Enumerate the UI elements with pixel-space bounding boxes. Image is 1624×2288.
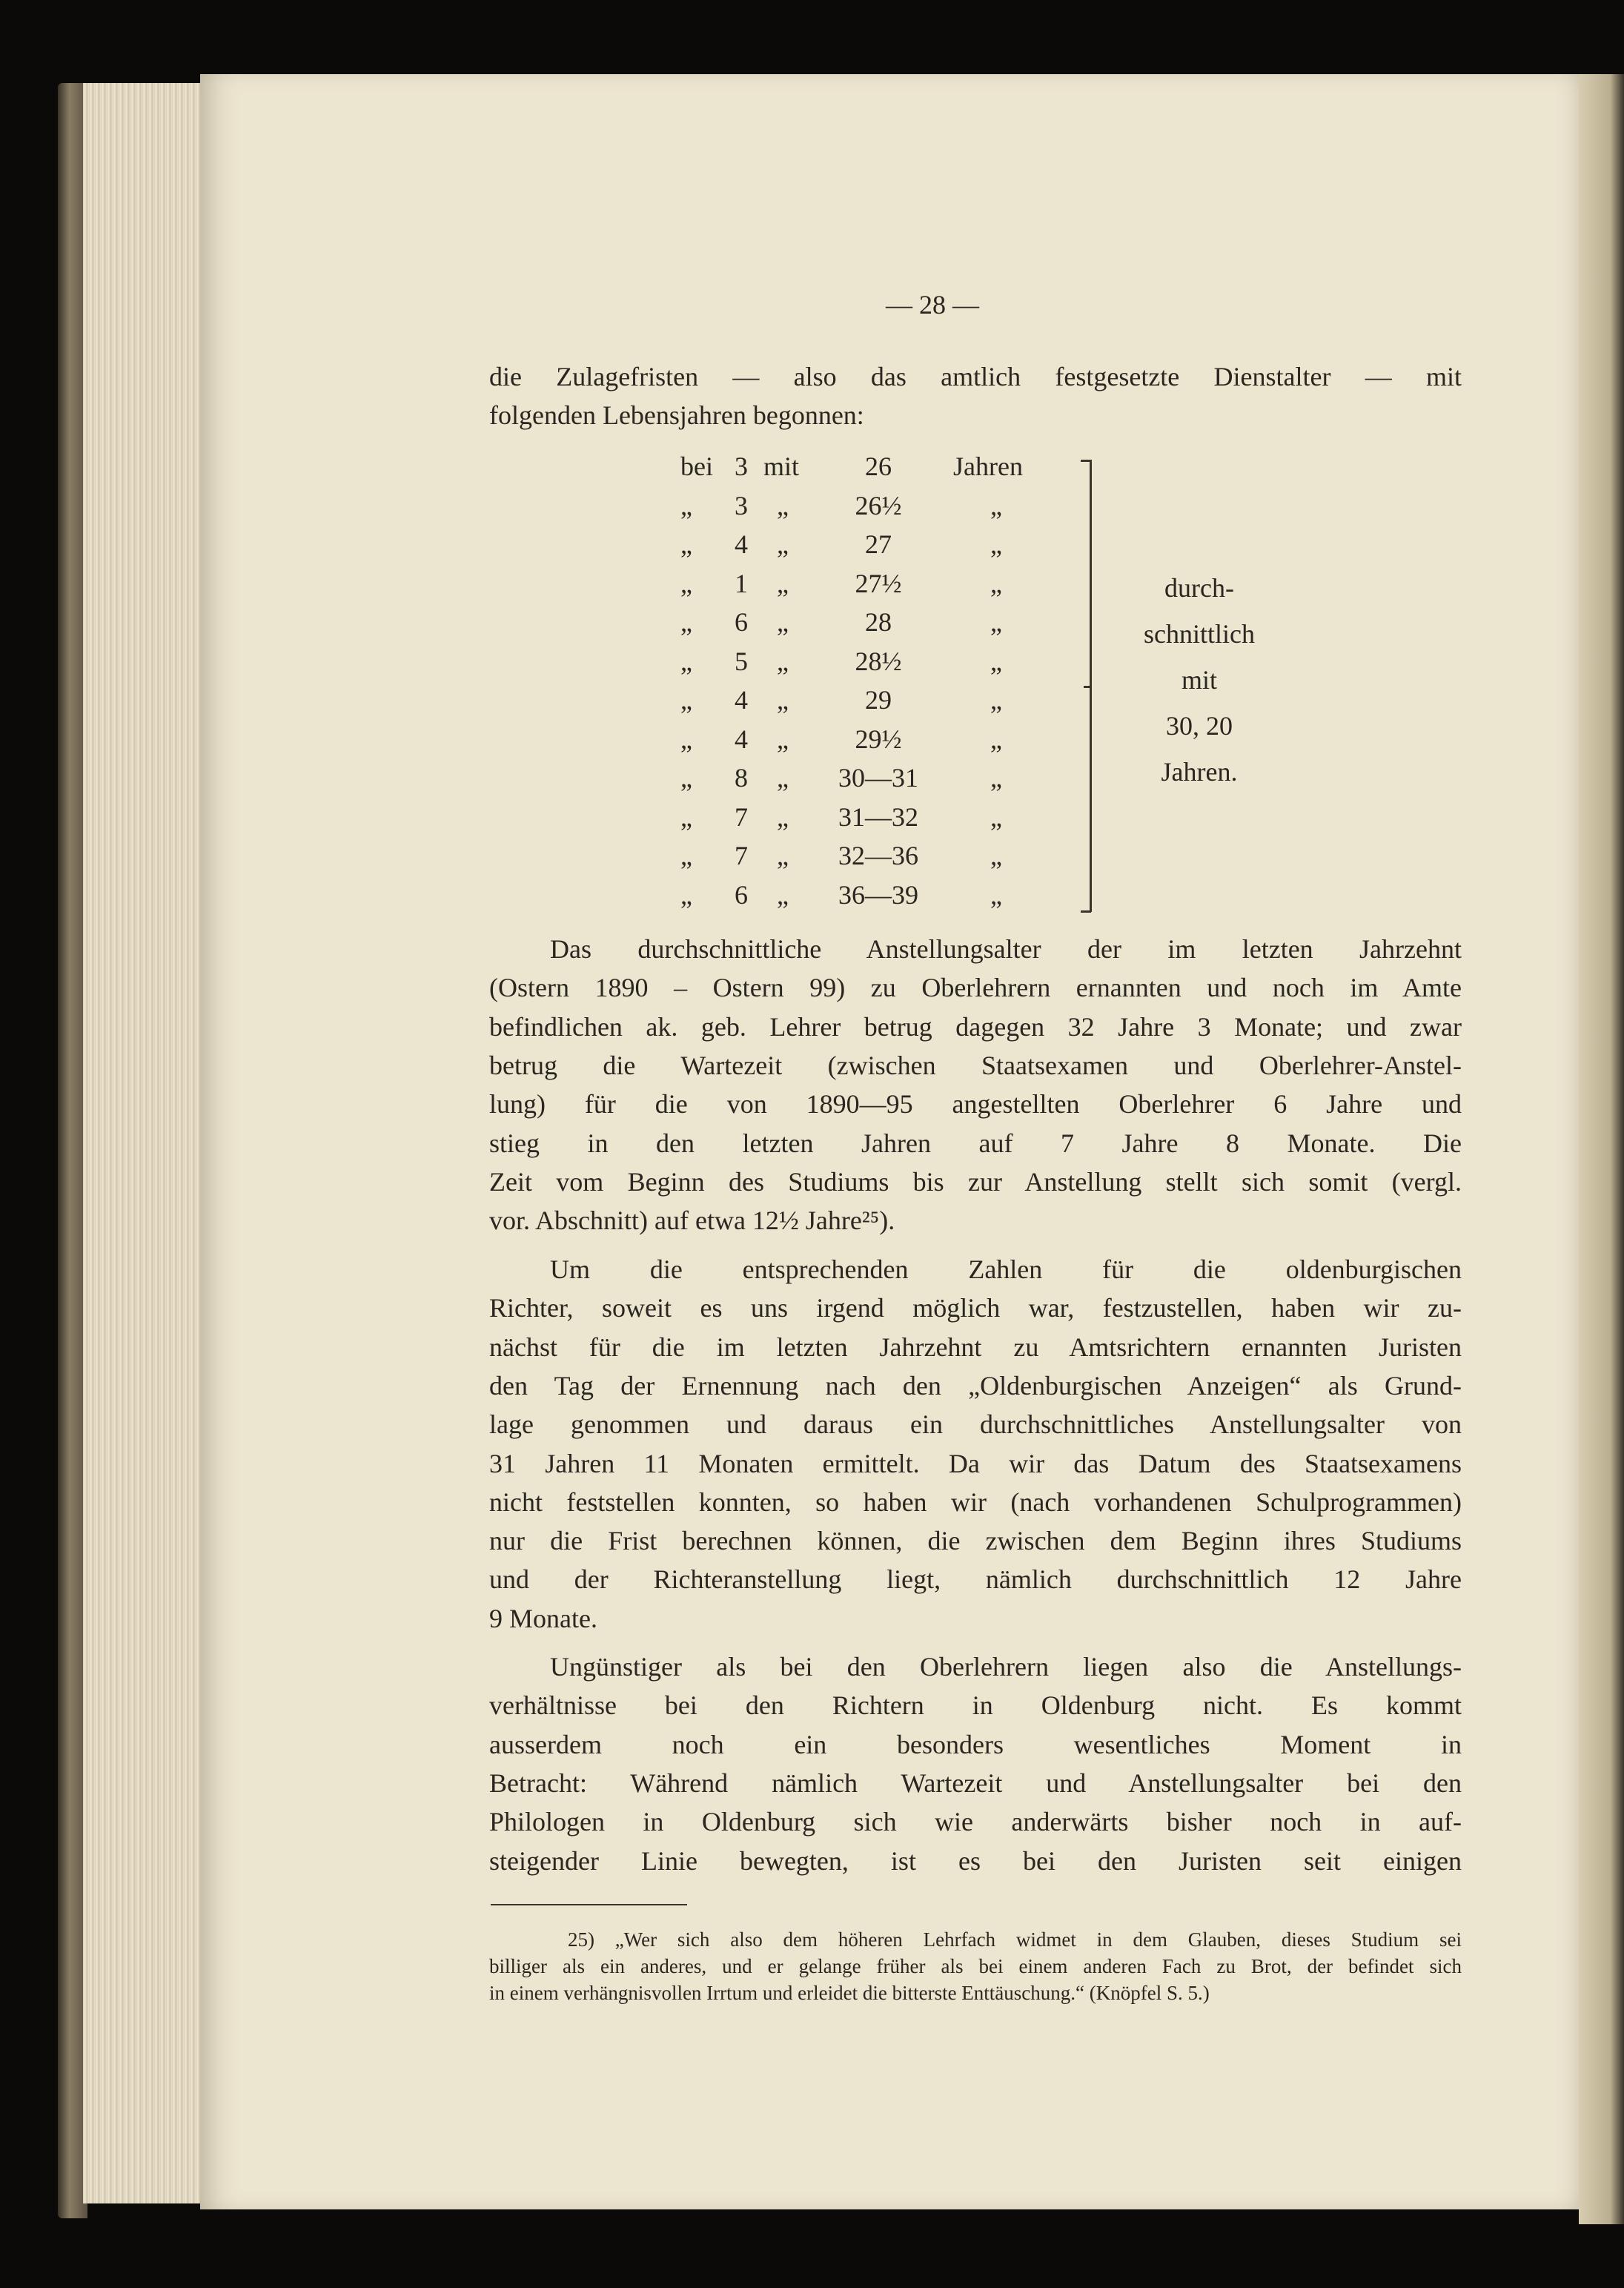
brace-bottom-tick xyxy=(1081,910,1091,913)
table-cell-n: 4 xyxy=(735,724,748,754)
table-cell-pre: „ xyxy=(680,685,692,715)
table-cell-mit: „ xyxy=(777,879,789,910)
table-cell-age: 27½ xyxy=(855,568,902,598)
table-cell-unit: „ xyxy=(990,685,1002,715)
text-line: betrug die Wartezeit (zwischen Staatsexamen und Oberlehrer-Anstel- xyxy=(489,1050,1462,1080)
text-line: befindlichen ak. geb. Lehrer betrug dagegen 32 Jahre 3 Monate; und zwar xyxy=(489,1011,1462,1042)
table-cell-mit: „ xyxy=(777,646,789,676)
table-cell-pre: „ xyxy=(680,646,692,676)
table-cell-mit: „ xyxy=(777,801,789,832)
text-line: Philologen in Oldenburg sich wie anderwärts bisher noch in auf- xyxy=(489,1807,1462,1837)
footnote-rule xyxy=(491,1904,687,1905)
table-cell-age: 32—36 xyxy=(838,841,918,870)
table-cell-mit: „ xyxy=(777,685,789,715)
table-cell-unit: „ xyxy=(990,763,1002,793)
text-line: Richter, soweit es uns irgend möglich war, festzustellen, haben wir zu- xyxy=(489,1293,1462,1323)
text-line: ausserdem noch ein besonders wesentliches Moment in xyxy=(489,1729,1462,1759)
table-cell-unit: „ xyxy=(990,568,1002,598)
table-cell-unit: „ xyxy=(990,490,1002,520)
table-cell-unit: „ xyxy=(990,646,1002,676)
brace-mid-tick xyxy=(1084,686,1091,688)
table-cell-age: 27 xyxy=(865,529,892,559)
text-line: (Ostern 1890 – Ostern 99) zu Oberlehrern ernannten und noch im Amte xyxy=(489,973,1462,1003)
side-note-line: durch- xyxy=(1164,573,1234,603)
footnote-line: in einem verhängnisvollen Irrtum und erleidet die bitterste Enttäuschung.“ (Knöpfel S. 5.) xyxy=(489,1982,1210,2004)
table-cell-age: 29½ xyxy=(855,724,902,754)
table-cell-pre: „ xyxy=(680,879,692,910)
table-cell-age: 26½ xyxy=(855,490,902,520)
table-cell-age: 36—39 xyxy=(838,879,918,910)
table-cell-age: 31—32 xyxy=(838,801,918,832)
table-cell-unit: „ xyxy=(990,879,1002,910)
text-line: verhältnisse bei den Richtern in Oldenburg nicht. Es kommt xyxy=(489,1690,1462,1721)
table-cell-n: 7 xyxy=(735,841,748,870)
table-cell-n: 3 xyxy=(735,490,748,520)
footnote-line: billiger als ein anderes, und er gelange früher als bei einem anderen Fach zu Brot, der befindet sich xyxy=(489,1955,1462,1977)
footnote-line: 25) „Wer sich also dem höheren Lehrfach widmet in dem Glauben, dieses Studium sei xyxy=(568,1928,1462,1951)
table-cell-mit: „ xyxy=(777,607,789,637)
table-cell-pre: „ xyxy=(680,529,692,559)
side-note-line: Jahren. xyxy=(1161,757,1238,787)
table-cell-pre: „ xyxy=(680,490,692,520)
table-cell-unit: „ xyxy=(990,529,1002,559)
text-line: Das durchschnittliche Anstellungsalter der im letzten Jahrzehnt xyxy=(550,934,1462,964)
brace-top-tick xyxy=(1081,460,1091,462)
table-cell-unit: „ xyxy=(990,841,1002,870)
table-cell-n: 4 xyxy=(735,685,748,715)
page-right-edge xyxy=(1579,74,1624,2224)
table-cell-n: 3 xyxy=(735,452,748,481)
text-line: stieg in den letzten Jahren auf 7 Jahre 8 Monate. Die xyxy=(489,1128,1462,1158)
text-line: 31 Jahren 11 Monaten ermittelt. Da wir das Datum des Staatsexamens xyxy=(489,1448,1462,1478)
table-cell-mit: „ xyxy=(777,568,789,598)
table-cell-mit: mit xyxy=(763,452,800,481)
table-cell-age: 28 xyxy=(865,607,892,637)
table-cell-unit: „ xyxy=(990,801,1002,832)
table-cell-age: 28½ xyxy=(855,646,902,676)
table-cell-pre: „ xyxy=(680,841,692,870)
table-cell-pre: „ xyxy=(680,607,692,637)
text-line: nur die Frist berechnen können, die zwischen dem Beginn ihres Studiums xyxy=(489,1526,1462,1556)
table-cell-pre: „ xyxy=(680,801,692,832)
table-cell-age: 30—31 xyxy=(838,763,918,793)
text-line: vor. Abschnitt) auf etwa 12½ Jahre²⁵). xyxy=(489,1206,895,1236)
side-note-line: 30, 20 xyxy=(1166,711,1233,741)
table-cell-mit: „ xyxy=(777,529,789,559)
page-number: — 28 — xyxy=(886,290,979,320)
table-cell-mit: „ xyxy=(777,724,789,754)
text-line: Ungünstiger als bei den Oberlehrern liegen also die Anstellungs- xyxy=(550,1652,1462,1682)
table-cell-mit: „ xyxy=(777,490,789,520)
table-cell-mit: „ xyxy=(777,763,789,793)
table-cell-unit: „ xyxy=(990,724,1002,754)
table-cell-n: 6 xyxy=(735,879,748,910)
table-cell-mit: „ xyxy=(777,841,789,870)
side-note-line: schnittlich xyxy=(1144,619,1255,649)
text-line: den Tag der Ernennung nach den „Oldenburgischen Anzeigen“ als Grund- xyxy=(489,1370,1462,1401)
table-cell-pre: „ xyxy=(680,568,692,598)
table-cell-pre: „ xyxy=(680,724,692,754)
text-line: steigender Linie bewegten, ist es bei den Juristen seit einigen xyxy=(489,1845,1462,1876)
text-line: und der Richteranstellung liegt, nämlich durchschnittlich 12 Jahre xyxy=(489,1564,1462,1595)
table-cell-pre: „ xyxy=(680,763,692,793)
text-line: nächst für die im letzten Jahrzehnt zu Amtsrichtern ernannten Juristen xyxy=(489,1332,1462,1362)
text-line: lung) für die von 1890—95 angestellten Oberlehrer 6 Jahre und xyxy=(489,1089,1462,1120)
table-cell-n: 4 xyxy=(735,529,748,559)
table-cell-age: 26 xyxy=(865,452,892,481)
text-line: nicht feststellen konnten, so haben wir (nach vorhandenen Schulprogrammen) xyxy=(489,1487,1462,1517)
table-cell-unit: „ xyxy=(990,607,1002,637)
table-cell-n: 6 xyxy=(735,607,748,637)
page-stack-edge xyxy=(83,83,216,2203)
table-cell-unit: Jahren xyxy=(953,452,1023,481)
text-line: Zeit vom Beginn des Studiums bis zur Anstellung stellt sich somit (vergl. xyxy=(489,1166,1462,1197)
text-line: 9 Monate. xyxy=(489,1603,597,1633)
table-cell-n: 8 xyxy=(735,763,748,793)
text-line: Betracht: Während nämlich Wartezeit und Anstellungsalter bei den xyxy=(489,1768,1462,1798)
table-cell-n: 5 xyxy=(735,646,748,676)
table-cell-n: 7 xyxy=(735,801,748,832)
text-line: Um die entsprechenden Zahlen für die oldenburgischen xyxy=(550,1254,1462,1284)
table-cell-age: 29 xyxy=(865,685,892,715)
table-cell-n: 1 xyxy=(735,568,748,598)
table-cell-pre: bei xyxy=(680,452,713,481)
side-note-line: mit xyxy=(1181,665,1217,695)
text-line: die Zulagefristen — also das amtlich festgesetzte Dienstalter — mit xyxy=(489,362,1462,391)
text-line: folgenden Lebensjahren begonnen: xyxy=(489,400,864,430)
text-line: lage genommen und daraus ein durchschnittliches Anstellungsalter von xyxy=(489,1409,1462,1440)
